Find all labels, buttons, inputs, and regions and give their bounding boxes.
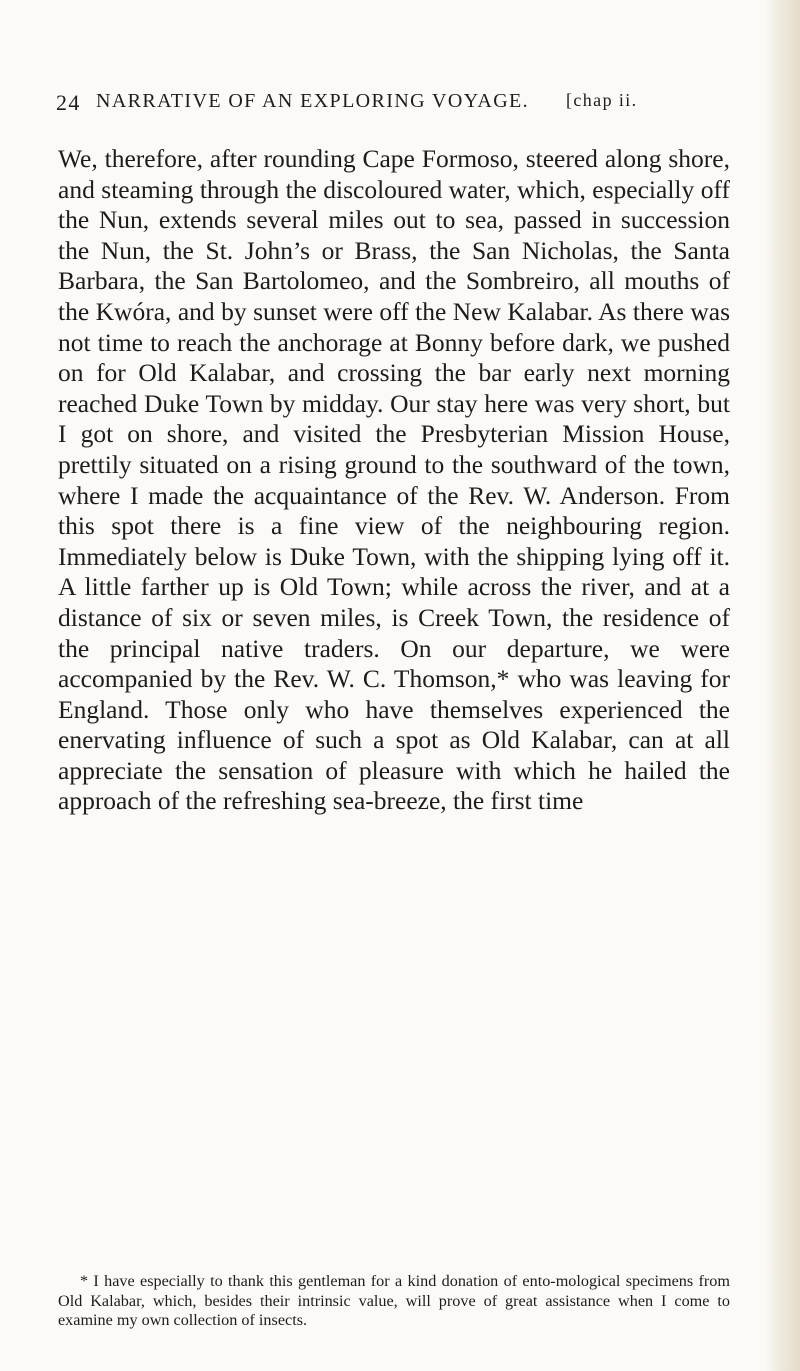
page-edge-shadow xyxy=(764,0,800,1371)
footnote: * I have especially to thank this gentleman for a kind donation of ento-mological specimens from Old Kalabar, which, besides their intrinsic value, will prove of great assistance when I come to examine my own collection of insects. xyxy=(58,1272,730,1330)
body-paragraph: We, therefore, after rounding Cape Formoso, steered along shore, and steaming through the discoloured water, which, especially off the Nun, extends several miles out to sea, passed in succession the Nun, the St. John’s or Brass, the San Nicholas, the Santa Barbara, the San Bartolomeo, and the Sombreiro, all mouths of the Kwóra, and by sunset were off the New Kalabar. As there was not time to reach the anchorage at Bonny before dark, we pushed on for Old Kalabar, and crossing the bar early next morning reached Duke Town by midday. Our stay here was very short, but I got on shore, and visited the Presbyterian Mission House, prettily situated on a rising ground to the southward of the town, where I made the acquaintance of the Rev. W. Anderson. From this spot there is a fine view of the neighbouring region. Immediately below is Duke Town, with the shipping lying off it. A little farther up is Old Town; while across the river, and at a distance of six or seven miles, is Creek Town, the residence of the principal native traders. On our departure, we were accompanied by the Rev. W. C. Thomson,* who was leaving for England. Those only who have themselves experienced the enervating influence of such a spot as Old Kalabar, can at all appreciate the sensation of pleasure with which he hailed the approach of the refreshing sea-breeze, the first time xyxy=(58,144,730,816)
running-title: NARRATIVE OF AN EXPLORING VOYAGE. xyxy=(96,90,530,112)
page-number: 24 xyxy=(56,90,81,115)
chapter-mark: [chap ii. xyxy=(566,90,638,110)
running-header xyxy=(56,90,736,118)
